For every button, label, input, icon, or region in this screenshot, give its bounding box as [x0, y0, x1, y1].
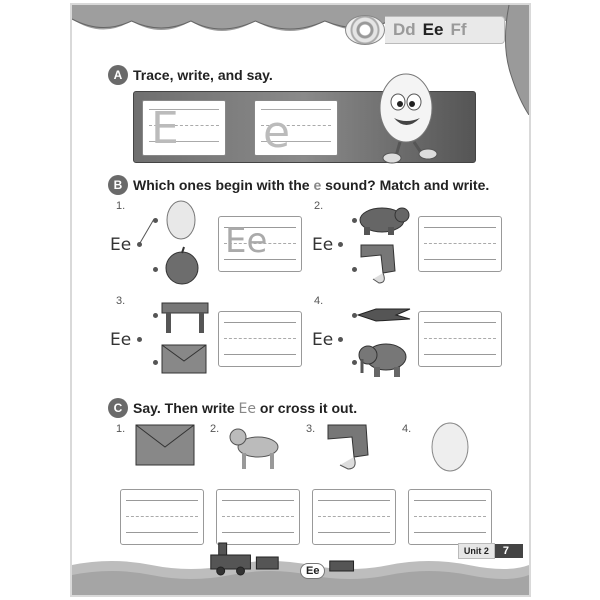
- letter-ee: Ee: [422, 20, 444, 39]
- elephant-icon: [358, 339, 412, 379]
- section-a-title: Trace, write, and say.: [133, 67, 273, 83]
- trace-banner: [133, 91, 476, 163]
- c-item-1-number: 1.: [116, 423, 126, 435]
- unit-label: Unit 2: [458, 543, 495, 559]
- section-c-title-part1: Say. Then write: [133, 400, 239, 416]
- b-item-1-bottom-dot: [153, 267, 158, 272]
- ribbon-roll-icon: [345, 15, 385, 45]
- b-item-4-bottom-dot: [352, 360, 357, 365]
- unit-page-tag: [458, 543, 523, 559]
- egg-icon: [428, 419, 472, 475]
- table-icon: [160, 299, 210, 335]
- c-item-2-number: 2.: [210, 423, 220, 435]
- trace-letter-lowercase: e: [263, 107, 291, 158]
- b-item-3-bottom-dot: [153, 360, 158, 365]
- b-item-1-number: 1.: [116, 200, 126, 212]
- b-item-1-write-box[interactable]: [218, 216, 302, 272]
- section-c-badge: C: [108, 398, 128, 418]
- b-item-3-number: 3.: [116, 295, 126, 307]
- section-b-badge: B: [108, 175, 128, 195]
- c-item-3-number: 3.: [306, 423, 316, 435]
- trace-box-lowercase[interactable]: [254, 100, 338, 156]
- b-item-3-write-box[interactable]: [218, 311, 302, 367]
- alligator-icon: [356, 301, 412, 329]
- egg-icon: [164, 199, 198, 241]
- letter-dd: Dd: [393, 20, 416, 39]
- section-a-badge: A: [108, 65, 128, 85]
- bear-icon: [356, 203, 412, 237]
- b-item-1-example-trace: Ee: [225, 221, 268, 261]
- b-item-1-letter: Ee: [110, 235, 132, 255]
- b-item-4-write-box[interactable]: [418, 311, 502, 367]
- b-item-1-top-dot: [153, 218, 158, 223]
- envelope-icon: [134, 423, 196, 467]
- dog-icon: [226, 423, 286, 473]
- c-item-4-number: 4.: [402, 423, 412, 435]
- page-number: 7: [495, 544, 523, 558]
- b-item-3-dot: [137, 337, 142, 342]
- section-b-title-part2: sound? Match and write.: [321, 177, 490, 193]
- b-item-2-letter: Ee: [312, 235, 334, 255]
- envelope-icon: [160, 341, 208, 375]
- b-item-3-top-dot: [153, 313, 158, 318]
- b-item-2-number: 2.: [314, 200, 324, 212]
- elbow-icon: [324, 419, 380, 473]
- curtain-right-decoration: [501, 5, 529, 115]
- b-item-2-write-box[interactable]: [418, 216, 502, 272]
- trace-box-uppercase[interactable]: [142, 100, 226, 156]
- elbow-icon: [357, 241, 407, 285]
- section-b-title: [133, 177, 489, 193]
- b-item-4-letter: Ee: [312, 330, 334, 350]
- b-item-4-dot: [338, 337, 343, 342]
- b-item-2-dot: [338, 242, 343, 247]
- workbook-page: [70, 3, 531, 597]
- section-b-title-part1: Which ones begin with the: [133, 177, 314, 193]
- b-item-4-number: 4.: [314, 295, 324, 307]
- letters-tag-body: [385, 16, 505, 44]
- b-item-3-letter: Ee: [110, 330, 132, 350]
- apple-icon: [162, 245, 202, 285]
- section-c-title-part2: or cross it out.: [256, 400, 358, 416]
- trace-letter-uppercase: E: [151, 103, 179, 154]
- section-c-title: [133, 400, 357, 417]
- train-letter-badge: Ee: [300, 563, 325, 579]
- section-b-title-sound: e: [313, 177, 322, 193]
- egg-mascot-icon: [370, 64, 450, 164]
- letter-ff: Ff: [450, 20, 467, 39]
- letters-tag: [345, 13, 505, 47]
- section-c-title-letter: Ee: [238, 401, 257, 417]
